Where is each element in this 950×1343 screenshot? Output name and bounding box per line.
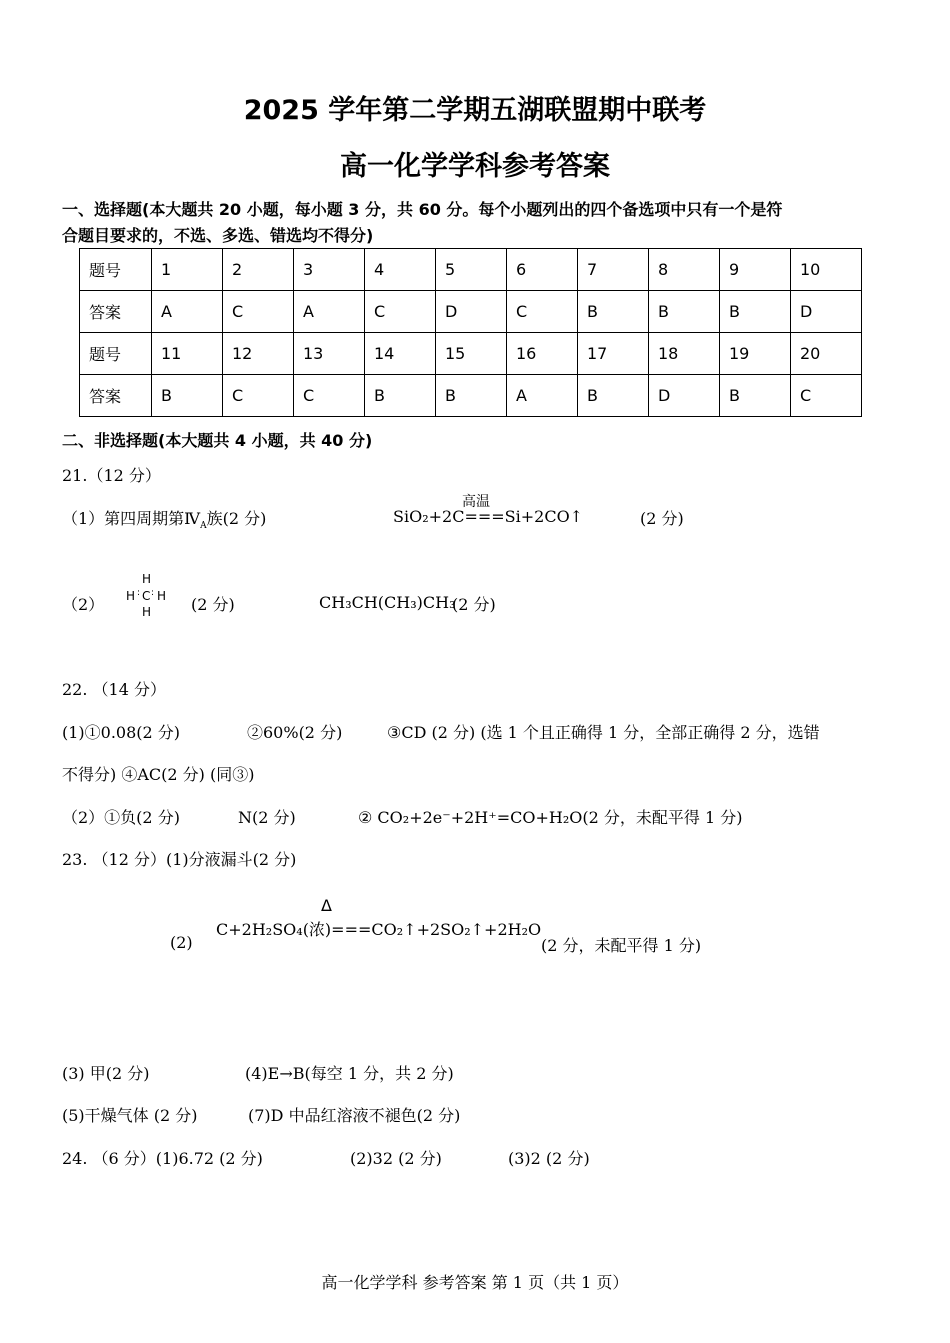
table-cell: 17 xyxy=(578,333,649,375)
table-cell: 6 xyxy=(507,249,578,291)
table-cell: C xyxy=(294,375,365,417)
table-cell: 20 xyxy=(791,333,862,375)
page-footer: 高一化学学科 参考答案 第 1 页（共 1 页） xyxy=(321,1273,629,1292)
q22-p2-b: N(2 分) xyxy=(238,808,296,827)
table-cell: 2 xyxy=(223,249,294,291)
answer-table xyxy=(79,248,862,417)
table-row xyxy=(80,291,862,333)
q23-p5: (5)干燥气体 (2 分) xyxy=(62,1106,198,1125)
q24-p2: (2)32 (2 分) xyxy=(350,1149,442,1168)
table-cell: 3 xyxy=(294,249,365,291)
lewis-dots-right: : xyxy=(151,588,155,598)
table-cell: D xyxy=(436,291,507,333)
table-cell: 14 xyxy=(365,333,436,375)
table-cell: 9 xyxy=(720,249,791,291)
q23-head: 23. （12 分）(1)分液漏斗(2 分) xyxy=(62,850,297,869)
q21-part2-score: (2 分) xyxy=(191,595,235,614)
table-row-header: 答案 xyxy=(80,375,152,417)
page-subtitle: 高一化学学科参考答案 xyxy=(340,151,610,182)
q23-eq-score: (2 分，未配平得 1 分) xyxy=(541,936,702,955)
table-cell: B xyxy=(578,375,649,417)
table-cell: 18 xyxy=(649,333,720,375)
table-cell: 4 xyxy=(365,249,436,291)
table-cell: 19 xyxy=(720,333,791,375)
q23-p7: (7)D 中品红溶液不褪色(2 分) xyxy=(248,1106,461,1125)
table-cell: A xyxy=(294,291,365,333)
page-title: 2025 学年第二学期五湖联盟期中联考 xyxy=(243,95,707,126)
q24-head: 24. （6 分）(1)6.72 (2 分) xyxy=(62,1149,263,1168)
table-row-header: 题号 xyxy=(80,249,152,291)
q22-p1-b: ②60%(2 分) xyxy=(247,723,343,742)
lewis-h-right: H xyxy=(157,589,167,603)
q21-head: 21.（12 分） xyxy=(62,466,161,485)
table-cell: D xyxy=(649,375,720,417)
table-cell: 7 xyxy=(578,249,649,291)
table-row-header: 答案 xyxy=(80,291,152,333)
table-cell: A xyxy=(507,375,578,417)
q21-part2-label: （2） xyxy=(62,595,105,614)
table-cell: B xyxy=(365,375,436,417)
table-row xyxy=(80,249,862,291)
table-cell: 13 xyxy=(294,333,365,375)
table-cell: B xyxy=(720,375,791,417)
q22-p1-d: 不得分) ④AC(2 分) (同③) xyxy=(62,765,255,784)
section1-header-line1: 一、选择题(本大题共 20 小题，每小题 3 分，共 60 分。每个小题列出的四个备选项中只有一个是符 xyxy=(62,200,783,219)
table-cell: B xyxy=(578,291,649,333)
q22-p2-c: ② CO₂+2e⁻+2H⁺=CO+H₂O(2 分，未配平得 1 分) xyxy=(358,808,743,827)
q21-part1-subscript: A xyxy=(200,521,207,532)
table-cell: 10 xyxy=(791,249,862,291)
q21-eq-score: (2 分) xyxy=(640,509,684,528)
lewis-c-center: C xyxy=(142,589,151,603)
section1-header-line2: 合题目要求的，不选、多选、错选均不得分) xyxy=(62,226,374,245)
q21-eq-condition: 高温 xyxy=(462,494,490,510)
table-cell: C xyxy=(223,291,294,333)
table-cell: B xyxy=(436,375,507,417)
table-cell: B xyxy=(152,375,223,417)
q23-p4: (4)E→B(每空 1 分，共 2 分) xyxy=(245,1064,454,1083)
table-row xyxy=(80,333,862,375)
q23-part2-label: (2) xyxy=(170,933,193,952)
q24-p3: (3)2 (2 分) xyxy=(508,1149,590,1168)
q22-p1-a: (1)①0.08(2 分) xyxy=(62,723,181,742)
table-cell: B xyxy=(649,291,720,333)
table-cell: 12 xyxy=(223,333,294,375)
table-cell: C xyxy=(365,291,436,333)
q21-formula-score: (2 分) xyxy=(452,595,496,614)
q22-p2-a: （2）①负(2 分) xyxy=(62,808,180,827)
table-cell: 5 xyxy=(436,249,507,291)
q21-part1-label: （1）第四周期第Ⅳ xyxy=(62,509,201,528)
table-cell: 8 xyxy=(649,249,720,291)
table-cell: C xyxy=(791,375,862,417)
table-cell: C xyxy=(507,291,578,333)
q22-head: 22. （14 分） xyxy=(62,680,166,699)
table-cell: 1 xyxy=(152,249,223,291)
q22-p1-c: ③CD (2 分) (选 1 个且正确得 1 分，全部正确得 2 分，选错 xyxy=(387,723,820,742)
table-cell: 16 xyxy=(507,333,578,375)
table-cell: 15 xyxy=(436,333,507,375)
electron-dot-structure xyxy=(126,572,172,620)
q21-part1 xyxy=(62,506,266,531)
table-row-header: 题号 xyxy=(80,333,152,375)
table-row xyxy=(80,375,862,417)
table-cell: 11 xyxy=(152,333,223,375)
lewis-h-top: H xyxy=(142,572,152,586)
table-cell: A xyxy=(152,291,223,333)
q21-equation: SiO₂+2C===Si+2CO↑ xyxy=(393,507,584,526)
table-cell: D xyxy=(791,291,862,333)
q21-formula: CH₃CH(CH₃)CH₃ xyxy=(319,593,456,612)
lewis-dots-left: : xyxy=(137,588,141,598)
table-cell: C xyxy=(223,375,294,417)
lewis-h-bottom: H xyxy=(142,605,152,619)
q23-eq-condition: Δ xyxy=(321,896,332,915)
q23-p3: (3) 甲(2 分) xyxy=(62,1064,150,1083)
table-cell: B xyxy=(720,291,791,333)
q21-part1-tail: 族(2 分) xyxy=(206,509,267,528)
section2-header: 二、非选择题(本大题共 4 小题，共 40 分) xyxy=(62,431,373,450)
lewis-h-left: H xyxy=(126,589,136,603)
q23-equation: C+2H₂SO₄(浓)===CO₂↑+2SO₂↑+2H₂O xyxy=(216,920,542,939)
